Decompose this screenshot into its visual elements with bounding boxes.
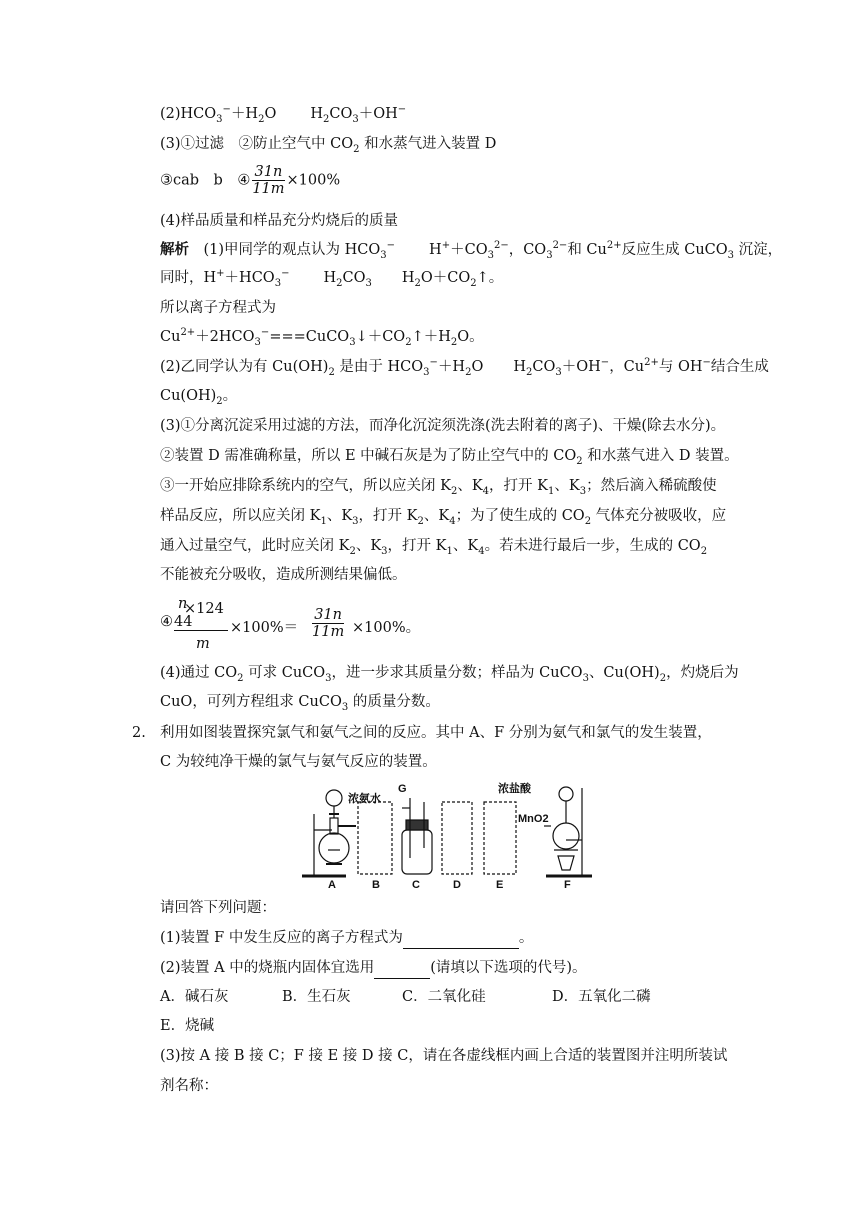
- analysis-p1-line1: 解析 (1)甲同学的观点认为 $HCO_3^-$ $H^++CO_3^{2-}$，$CO_3^{2-}$和 $Cu^{2+}$反应生成 CuCO$_3$ 沉淀，: [160, 240, 783, 261]
- analysis-p1-line3: 所以离子方程式为: [160, 300, 276, 316]
- option-e[interactable]: E．烧碱: [160, 1018, 215, 1034]
- separatory-funnel: [326, 790, 342, 806]
- answer-q3b: ③cab b ④ $\frac{31n}{11m}$ ×100%: [160, 164, 341, 197]
- svg-text:E: E: [496, 879, 504, 890]
- analysis-p3-line5: 通入过量空气，此时应关闭 $K_2$、$K_3$，打开 $K_1$、$K_4$。若未进行最后一步，生成的 $CO_2$: [160, 538, 708, 557]
- alcohol-lamp: [558, 856, 574, 870]
- question2-sub3-line2: 剂名称：: [160, 1078, 218, 1094]
- option-a[interactable]: A．碱石灰: [160, 989, 229, 1005]
- svg-text:F: F: [564, 879, 571, 890]
- answer-q2: $(2)HCO_3^-+H_2O$ $H_2CO_3+OH^-$: [160, 104, 407, 125]
- answer-q4: (4)样品质量和样品充分灼烧后的质量: [160, 213, 399, 229]
- dashed-box-e: [484, 802, 516, 874]
- analysis-p2-line1: (2)乙同学认为有 $Cu(OH)_2$ 是由于 $HCO_3^-+H_2O$ $H_2CO_3+OH^-$，$Cu^{2+}$与 OH−结合生成: [160, 357, 769, 378]
- answer-q3a: (3)①过滤 ②防止空气中 $CO_2$ 和水蒸气进入装置 D: [160, 136, 497, 155]
- separatory-funnel: [559, 787, 573, 801]
- analysis-p1-line2: 同时，$H^++HCO_3^-$ $H_2CO_3$ $H_2O+CO_2↑$。: [160, 268, 504, 289]
- analysis-p3-line1: (3)①分离沉淀采用过滤的方法，而净化沉淀须洗涤(洗去附着的离子)、干燥(除去水分)。: [160, 418, 726, 434]
- analysis-p2-line2: $Cu(OH)_2$。: [160, 388, 238, 407]
- round-flask: [319, 833, 349, 863]
- question2-line1: 利用如图装置探究氯气和氨气之间的反应。其中 A、F 分别为氨气和氯气的发生装置，: [160, 725, 712, 741]
- dashed-box-b: [358, 802, 392, 874]
- dashed-box-d: [442, 802, 472, 874]
- svg-text:MnO2: MnO2: [518, 813, 549, 825]
- answer-blank[interactable]: [403, 928, 519, 949]
- svg-text:D: D: [453, 879, 461, 890]
- analysis-p3-line3: ③一开始应排除系统内的空气，所以应关闭 $K_2$、$K_4$，打开 $K_1$、$K_3$；然后滴入稀硫酸使: [160, 478, 717, 497]
- analysis-p3-line2: ②装置 D 需准确称量，所以 E 中碱石灰是为了防止空气中的 $CO_2$ 和水蒸气进入 D 装置。: [160, 448, 739, 467]
- svg-text:B: B: [372, 879, 380, 890]
- svg-text:浓盐酸: 浓盐酸: [498, 783, 531, 795]
- option-b[interactable]: B．生石灰: [282, 989, 351, 1005]
- question-number: 2.: [132, 725, 146, 741]
- question2-prompt: 请回答下列问题：: [160, 900, 276, 916]
- analysis-label: 解析: [160, 241, 189, 258]
- option-d[interactable]: D．五氧化二磷: [552, 989, 651, 1005]
- svg-text:浓氨水: 浓氨水: [348, 793, 381, 805]
- question2-sub3-line1: (3)按 A 接 B 接 C；F 接 E 接 D 接 C，请在各虚线框内画上合适的装置图并注明所装试: [160, 1048, 728, 1064]
- fraction: $\frac{31n}{11m}$: [312, 607, 345, 640]
- apparatus-figure: [296, 778, 596, 890]
- analysis-p3-formula: n ×124 ④ 44 m ×100%＝ $\frac{31n}{11m}$ ×100%。: [160, 596, 421, 652]
- svg-text:C: C: [412, 879, 420, 890]
- fraction: $\frac{31n}{11m}$: [252, 164, 285, 197]
- analysis-p3-line4: 样品反应，所以应关闭 $K_1$、$K_3$，打开 $K_2$、$K_4$；为了使生成的 $CO_2$ 气体充分被吸收，应: [160, 508, 727, 527]
- round-flask: [553, 823, 579, 849]
- option-c[interactable]: C．二氧化硅: [402, 989, 486, 1005]
- svg-text:A: A: [328, 879, 336, 890]
- question2-sub1: (1)装置 F 中发生反应的离子方程式为 。: [160, 928, 533, 949]
- analysis-p4-line2: CuO，可列方程组求 CuCO$_3$ 的质量分数。: [160, 694, 440, 713]
- analysis-p4-line1: (4)通过 $CO_2$ 可求 CuCO$_3$，进一步求其质量分数；样品为 CuCO$_3$、$Cu(OH)_2$，灼烧后为: [160, 665, 739, 684]
- question2-sub2: (2)装置 A 中的烧瓶内固体宜选用 (请填以下选项的代号)。: [160, 958, 587, 979]
- analysis-p1-line4: $Cu^{2+}+2HCO_3^-===CuCO_3↓+CO_2↑+H_2O$。: [160, 327, 484, 348]
- question2-line2: C 为较纯净干燥的氯气与氨气反应的装置。: [160, 754, 437, 770]
- analysis-p3-line6: 不能被充分吸收，造成所测结果偏低。: [160, 567, 407, 583]
- gas-bottle: [402, 830, 432, 874]
- svg-text:G: G: [398, 783, 407, 795]
- answer-blank[interactable]: [374, 958, 430, 979]
